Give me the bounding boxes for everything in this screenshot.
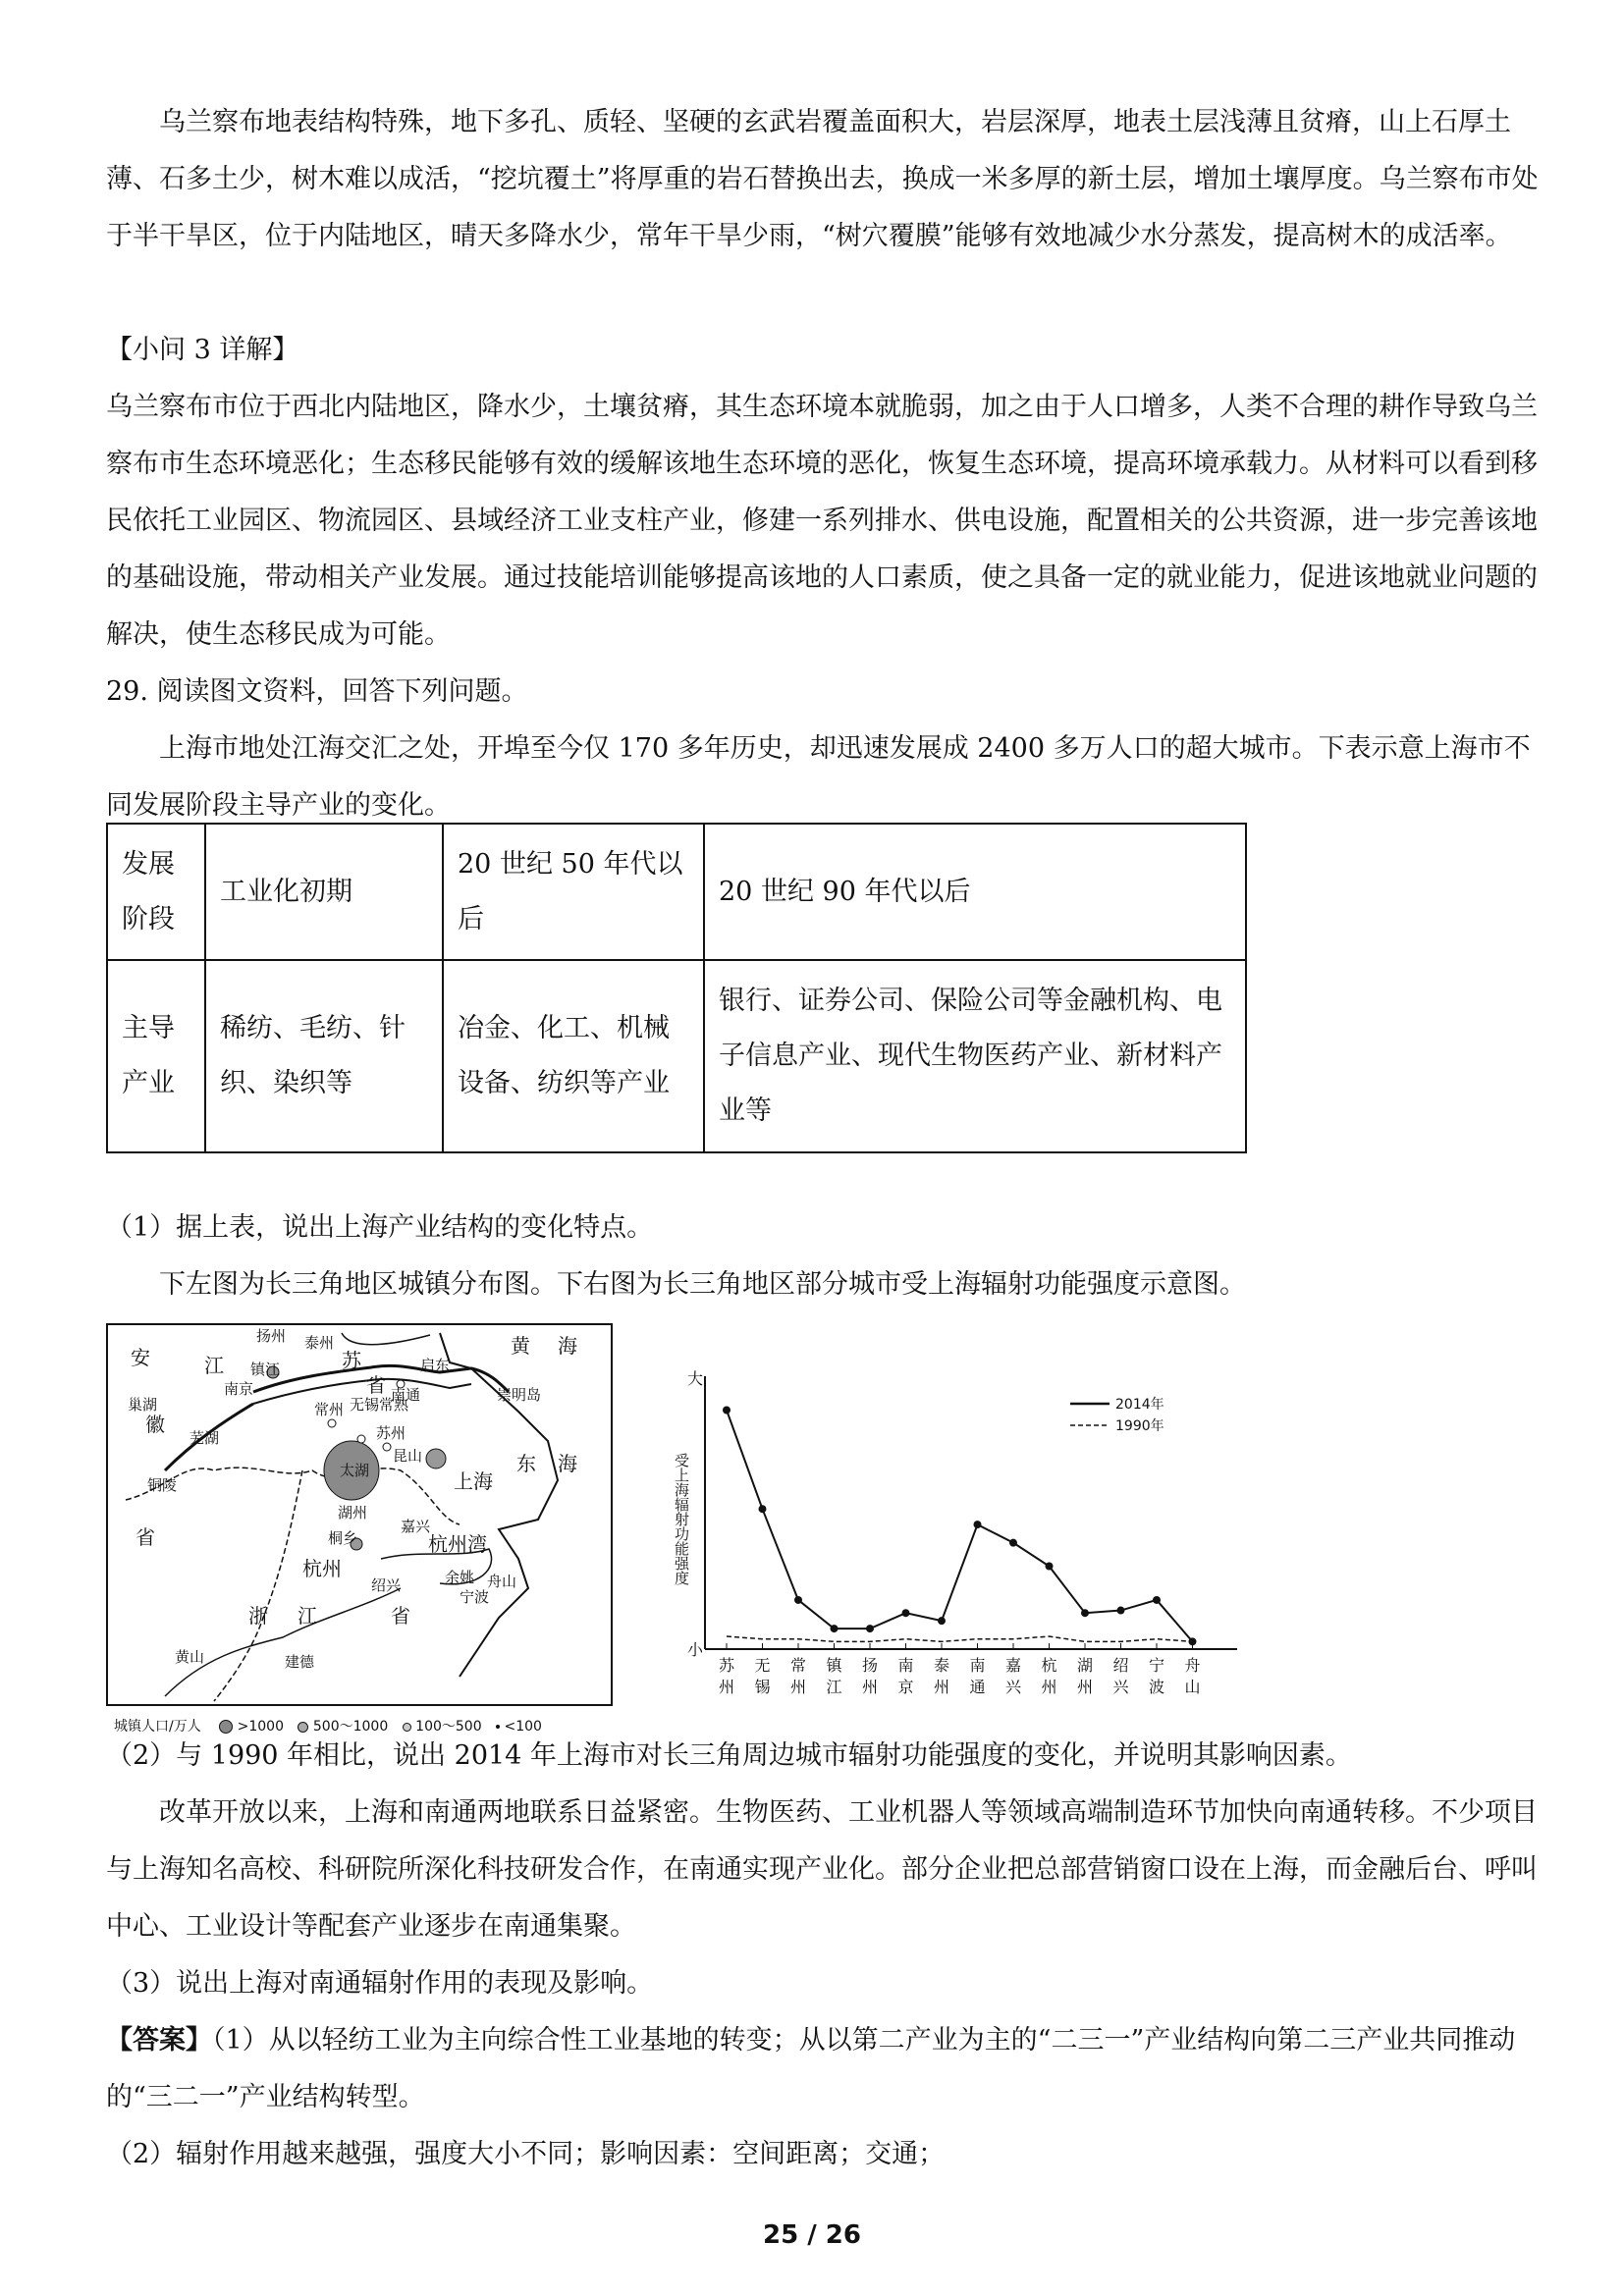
- label-chaohu: 巢湖: [128, 1396, 158, 1414]
- city-marker-wuxi: [357, 1435, 365, 1443]
- label-hangzhou: 杭州: [302, 1557, 342, 1580]
- series-line-1: [727, 1636, 1193, 1641]
- label-kunshan: 昆山: [393, 1447, 423, 1465]
- region-label: 黄: [511, 1334, 530, 1358]
- x-tick-label: 湖: [1077, 1656, 1094, 1675]
- label-zhoushan: 舟山: [487, 1573, 517, 1590]
- data-point: [1009, 1539, 1017, 1547]
- x-tick-label: 州: [934, 1678, 950, 1696]
- x-tick-label: 南: [969, 1656, 986, 1675]
- region-label: 省: [366, 1373, 386, 1397]
- data-point: [723, 1407, 731, 1415]
- region-label: 省: [391, 1604, 410, 1628]
- x-tick-label: 锡: [754, 1678, 771, 1696]
- x-tick-group: [719, 1643, 1201, 1696]
- answer-1-text: （1）从以轻纺工业为主向综合性工业基地的转变；从以第二产业为主的“二三一”产业结构向第二三产业共同推动的“三二一”产业结构转型。: [106, 2025, 1516, 2112]
- label-huangshan: 黄山: [175, 1648, 205, 1666]
- page-number: 25 / 26: [763, 2220, 861, 2250]
- legend-title: 城镇人口/万人: [114, 1719, 201, 1735]
- x-tick-label: 嘉: [1005, 1656, 1022, 1675]
- x-tick-label: 州: [1041, 1678, 1057, 1696]
- data-point: [938, 1617, 946, 1625]
- x-tick-label: 兴: [1112, 1678, 1129, 1696]
- legend-item: 500～1000: [312, 1719, 389, 1735]
- data-point: [974, 1521, 982, 1528]
- x-tick-label: 州: [862, 1678, 879, 1696]
- y-top-label: 大: [687, 1369, 704, 1388]
- label-changshu: 常熟: [379, 1396, 409, 1414]
- region-label: 安: [131, 1346, 150, 1369]
- x-tick-label: 州: [1077, 1678, 1094, 1696]
- paragraph-basalt: 乌兰察布地表结构特殊，地下多孔、质轻、坚硬的玄武岩覆盖面积大，岩层深厚，地表土层浅薄且贫瘠，山上石厚土薄、石多土少，树木难以成活，“挖坑覆土”将厚重的岩石替换出去，换成一米多厚的新土层，增加土壤厚度。乌兰察布市处于半干旱区，位于内陆地区，晴天多降水少，常年干旱少雨，“树穴覆膜”能够有效地减少水分蒸发，提高树木的成活率。: [106, 107, 1539, 251]
- label-tongxiang: 桐乡: [328, 1529, 358, 1547]
- label-ningbo: 宁波: [460, 1588, 490, 1606]
- x-tick-label: 无: [754, 1656, 771, 1675]
- x-tick-label: 州: [719, 1678, 735, 1696]
- x-tick-label: 扬: [862, 1656, 879, 1675]
- x-tick-label: 波: [1149, 1678, 1165, 1696]
- legend-1990-label: 1990年: [1115, 1418, 1164, 1434]
- answer-label: 【答案】: [106, 2025, 212, 2056]
- region-label: 浙: [248, 1604, 268, 1628]
- table-cell: 冶金、化工、机械设备、纺织等产业: [443, 960, 704, 1152]
- label-taizhou: 泰州: [304, 1334, 335, 1352]
- region-label: 徽: [145, 1413, 165, 1436]
- region-label: 东: [516, 1452, 536, 1475]
- radiation-intensity-chart: [648, 1364, 1257, 1724]
- region-label: 苏: [342, 1349, 361, 1372]
- x-tick-label: 宁: [1149, 1656, 1165, 1675]
- data-point: [902, 1609, 910, 1617]
- sub-question-1: （1）据上表，说出上海产业结构的变化特点。: [106, 1212, 654, 1243]
- label-huzhou: 湖州: [338, 1504, 368, 1522]
- data-point: [1153, 1596, 1161, 1604]
- sub-question-3: （3）说出上海对南通辐射作用的表现及影响。: [106, 1968, 654, 1999]
- x-tick-label: 州: [790, 1678, 807, 1696]
- x-tick-label: 泰: [934, 1656, 950, 1675]
- series-line-0: [727, 1411, 1193, 1642]
- x-tick-label: 山: [1184, 1678, 1201, 1696]
- series-group: [723, 1407, 1197, 1646]
- data-point: [1081, 1609, 1089, 1617]
- data-point: [866, 1625, 874, 1632]
- label-yangzhou: 扬州: [256, 1327, 287, 1345]
- label-taihu: 太湖: [340, 1462, 370, 1479]
- q3-heading: 【小问 3 详解】: [106, 335, 299, 365]
- x-tick-label: 兴: [1005, 1678, 1022, 1696]
- x-tick-label: 绍: [1112, 1656, 1129, 1675]
- city-marker-suzhou: [383, 1443, 391, 1451]
- city-marker-changzhou: [328, 1419, 336, 1427]
- table-cell: 主导产业: [107, 960, 205, 1152]
- x-tick-label: 杭: [1041, 1656, 1057, 1675]
- answer-1: [106, 2012, 1540, 2126]
- table-cell: 发展阶段: [107, 824, 205, 960]
- table-cell: 20 世纪 50 年代以后: [443, 824, 704, 960]
- question-29: 29. 阅读图文资料，回答下列问题。: [106, 676, 528, 707]
- paragraph-ecological-migration: 乌兰察布市位于西北内陆地区，降水少，土壤贫瘠，其生态环境本就脆弱，加之由于人口增多，人类不合理的耕作导致乌兰察布市生态环境恶化；生态移民能够有效的缓解该地生态环境的恶化，恢复生态环境，提高环境承载力。从材料可以看到移民依托工业园区、物流园区、县域经济工业支柱产业，修建一系列排水、供电设施，配置相关的公共资源，进一步完善该地的基础设施，带动相关产业发展。通过技能培训能够提高该地的人口素质，使之具备一定的就业能力，促进该地就业问题的解决，使生态移民成为可能。: [106, 392, 1538, 650]
- label-changzhou: 常州: [314, 1401, 345, 1418]
- region-label: 江: [204, 1354, 224, 1377]
- industry-stage-table: [106, 823, 1247, 1153]
- paragraph-nantong: 改革开放以来，上海和南通两地联系日益紧密。生物医药、工业机器人等领域高端制造环节加快向南通转移。不少项目与上海知名高校、科研院所深化科技研发合作，在南通实现产业化。部分企业把总部营销窗口设在上海，而金融后台、呼叫中心、工业设计等配套产业逐步在南通集聚。: [106, 1797, 1538, 1942]
- region-label: 省: [135, 1525, 155, 1549]
- label-nanjing: 南京: [224, 1380, 254, 1398]
- label-nantong: 南通: [391, 1386, 421, 1404]
- label-suzhou: 苏州: [376, 1424, 406, 1442]
- data-point: [759, 1505, 767, 1513]
- label-tongling: 铜陵: [147, 1476, 178, 1494]
- data-point: [794, 1596, 802, 1604]
- table-cell: 20 世纪 90 年代以后: [704, 824, 1246, 960]
- x-tick-label: 苏: [719, 1656, 735, 1675]
- table-cell: 稀纺、毛纺、针织、染织等: [205, 960, 443, 1152]
- legend-item: <100: [504, 1719, 542, 1735]
- yangtze-delta-map: [106, 1323, 613, 1706]
- city-marker-shanghai: [426, 1449, 446, 1468]
- figure-intro: 下左图为长三角地区城镇分布图。下右图为长三角地区部分城市受上海辐射功能强度示意图。: [159, 1269, 1246, 1300]
- x-tick-label: 京: [897, 1678, 914, 1696]
- label-wuhu: 芜湖: [189, 1429, 220, 1447]
- label-jiande: 建德: [285, 1653, 315, 1671]
- region-label: 海: [558, 1334, 577, 1358]
- x-tick-label: 江: [826, 1678, 842, 1696]
- label-chongming: 崇明岛: [497, 1386, 542, 1404]
- x-tick-label: 常: [790, 1656, 807, 1675]
- region-label: 海: [558, 1452, 577, 1475]
- data-point: [831, 1625, 839, 1632]
- legend-item: >1000: [237, 1719, 284, 1735]
- label-hangzhouwan: 杭州湾: [428, 1532, 487, 1556]
- data-point: [1046, 1563, 1054, 1571]
- data-point: [1117, 1607, 1125, 1615]
- x-tick-label: 舟: [1184, 1656, 1201, 1675]
- label-jiaxing: 嘉兴: [401, 1518, 431, 1535]
- sub-question-2: （2）与 1990 年相比，说出 2014 年上海市对长三角周边城市辐射功能强度的变化，并说明其影响因素。: [106, 1740, 1352, 1771]
- region-label: 江: [298, 1604, 317, 1628]
- y-axis-label: 受上海辐射功能强度: [673, 1453, 690, 1585]
- x-tick-label: 南: [897, 1656, 914, 1675]
- label-zhenjiang: 镇江: [250, 1361, 281, 1378]
- label-shanghai: 上海: [454, 1469, 493, 1493]
- y-bottom-label: 小: [687, 1640, 704, 1659]
- label-yuyao: 余姚: [445, 1569, 475, 1586]
- table-cell: 工业化初期: [205, 824, 443, 960]
- table-cell: 银行、证券公司、保险公司等金融机构、电子信息产业、现代生物医药产业、新材料产业等: [704, 960, 1246, 1152]
- x-tick-label: 镇: [826, 1656, 842, 1675]
- legend-item: 100～500: [415, 1719, 482, 1735]
- x-tick-label: 通: [969, 1678, 986, 1696]
- paragraph-shanghai-intro: 上海市地处江海交汇之处，开埠至今仅 170 多年历史，却迅速发展成 2400 多万人口的超大城市。下表示意上海市不同发展阶段主导产业的变化。: [106, 733, 1531, 821]
- label-shaoxing: 绍兴: [371, 1576, 402, 1594]
- label-qidong: 启东: [420, 1357, 451, 1374]
- legend-2014-label: 2014年: [1115, 1397, 1164, 1413]
- label-wuxi: 无锡: [350, 1396, 380, 1414]
- answer-2: （2）辐射作用越来越强，强度大小不同；影响因素：空间距离；交通；: [106, 2139, 946, 2169]
